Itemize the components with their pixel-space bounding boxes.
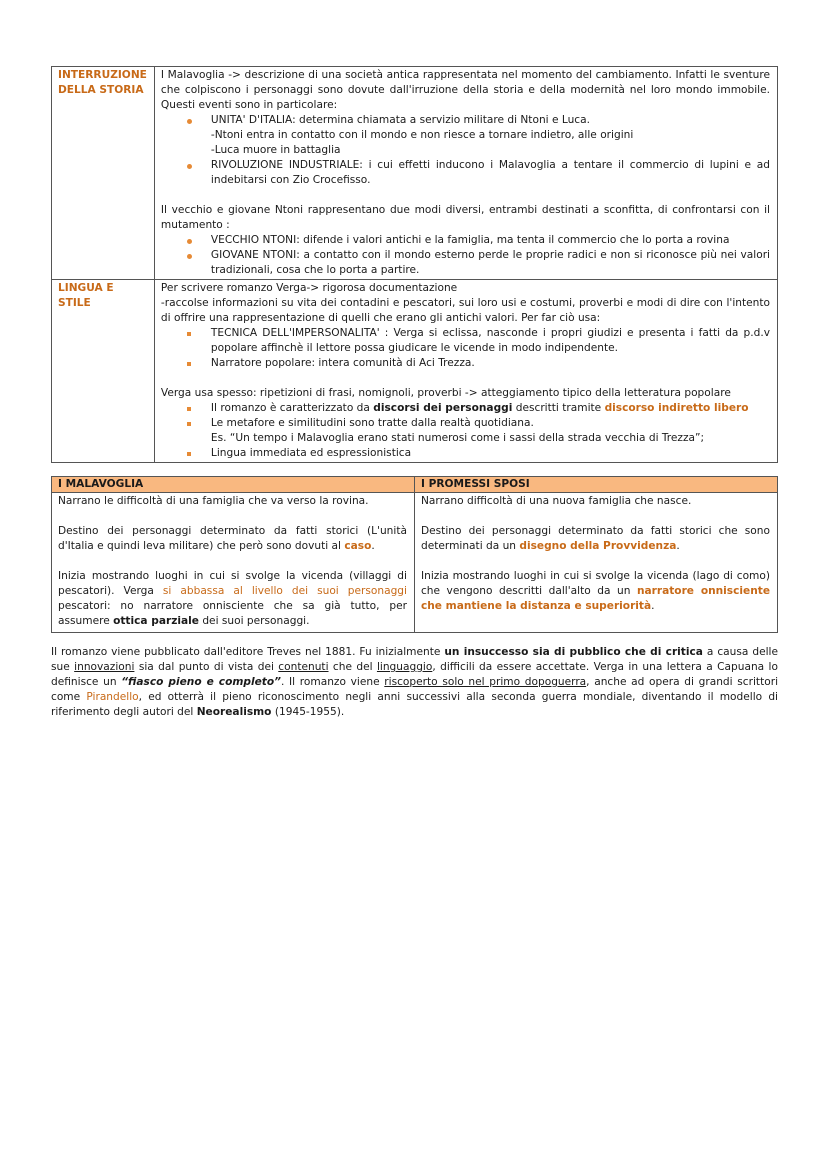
bullet-list — [161, 326, 770, 371]
label-line: LINGUA E — [58, 282, 114, 294]
text-run-underlined: innovazioni — [74, 661, 135, 673]
text-run: . — [676, 540, 680, 552]
text-run: , ed otterrà il pieno riconoscimento negli anni successivi alla seconda guerra mondiale, diventando il modello di riferimento degli autori del — [51, 691, 778, 718]
table-row — [52, 493, 778, 633]
paragraph — [421, 569, 770, 614]
row-content-lingua — [154, 280, 777, 463]
row-label-lingua — [52, 280, 155, 463]
text-run: sia dal punto di vista dei — [134, 661, 279, 673]
paragraph: I Malavoglia -> descrizione di una società antica rappresentata nel momento del cambiamento. Infatti le sventure che colpiscono i personaggi sono dovute dall'irruzione della storia e della modernità nel loro mondo immobile. Questi eventi sono in particolare: — [160, 69, 770, 111]
text-run-bold: discorsi dei personaggi — [373, 402, 513, 414]
analysis-table — [51, 66, 778, 463]
text-run: Il romanzo è caratterizzato da — [210, 402, 374, 414]
paragraph: Per scrivere romanzo Verga-> rigorosa documentazione — [160, 282, 458, 294]
bullet-list — [161, 401, 770, 461]
text-run-bold: un insuccesso sia di pubblico che di critica — [444, 646, 703, 658]
text-run-highlight: discorso indiretto libero — [604, 402, 749, 414]
table-row — [52, 280, 778, 463]
row-content-storia — [154, 67, 777, 280]
bullet-list — [161, 233, 770, 278]
list-item: Narratore popolare: intera comunità di Aci Trezza. — [211, 356, 770, 371]
text-run: (1945-1955). — [271, 706, 345, 718]
text-run: dei suoi personaggi. — [198, 615, 310, 627]
text-run-quote: “fiasco pieno e completo” — [121, 676, 281, 688]
column-header-malavoglia: I MALAVOGLIA — [52, 477, 415, 493]
text-run: Il romanzo viene pubblicato dall'editore Treves nel 1881. Fu inizialmente — [51, 646, 445, 658]
paragraph: Verga usa spesso: ripetizioni di frasi, nomignoli, proverbi -> atteggiamento tipico della letteratura popolare — [160, 387, 731, 399]
list-item — [211, 401, 770, 416]
bullet-list — [161, 113, 770, 188]
text-run: . — [651, 600, 655, 612]
list-item-subtext: -Luca muore in battaglia — [210, 144, 341, 156]
text-run-highlight: Pirandello — [86, 691, 139, 703]
list-item — [211, 113, 770, 158]
text-run-bold: ottica parziale — [113, 615, 199, 627]
list-item-example: Es. “Un tempo i Malavoglia erano stati numerosi come i sassi della strada vecchia di Trezza”; — [210, 432, 705, 444]
label-line: STILE — [58, 297, 91, 309]
list-item: TECNICA DELL'IMPERSONALITA' : Verga si eclissa, nasconde i propri giudizi e presenta i fatti da p.d.v popolare affinchè il lettore possa giudicare le vicende in modo indipendente. — [210, 327, 770, 354]
table-header-row — [52, 477, 778, 493]
text-run-underlined: contenuti — [278, 661, 329, 673]
list-item-text: Le metafore e similitudini sono tratte dalla realtà quotidiana. — [210, 417, 534, 429]
row-label-storia — [52, 67, 155, 280]
text-run-highlight: narratore onnisciente che mantiene la distanza e superiorità — [420, 585, 771, 612]
text-run: Inizia mostrando luoghi in cui si svolge la vicenda (lago di como) che vengono descritti dall'alto da un — [420, 570, 770, 597]
column-header-promessi-sposi: I PROMESSI SPOSI — [414, 477, 777, 493]
text-run: , anche ad opera di grandi scrittori come — [51, 676, 779, 703]
text-run: Destino dei personaggi determinato da fatti storici che sono determinati da un — [420, 525, 770, 552]
cell-promessi-sposi — [414, 493, 777, 633]
list-item: Lingua immediata ed espressionistica — [211, 446, 770, 461]
list-item-text: UNITA' D'ITALIA: determina chiamata a servizio militare di Ntoni e Luca. — [210, 114, 590, 126]
text-run: Inizia mostrando luoghi in cui si svolge la vicenda (villaggi di pescatori). Verga — [58, 570, 407, 597]
paragraph: Narrano difficoltà di una nuova famiglia che nasce. — [420, 495, 692, 507]
list-item: VECCHIO NTONI: difende i valori antichi e la famiglia, ma tenta il commercio che lo porta a rovina — [211, 233, 770, 248]
paragraph — [421, 524, 770, 554]
list-item — [211, 416, 770, 446]
paragraph: Narrano le difficoltà di una famiglia che va verso la rovina. — [58, 495, 369, 507]
label-line: INTERRUZIONE — [58, 69, 147, 81]
text-run-underlined: linguaggio — [376, 661, 433, 673]
publication-paragraph — [51, 645, 778, 720]
comparison-table — [51, 476, 778, 633]
text-run-underlined: riscoperto solo nel primo dopoguerra — [384, 676, 587, 688]
text-run-highlight: disegno della Provvidenza — [519, 540, 677, 552]
text-run: a causa delle sue — [51, 646, 778, 673]
cell-malavoglia — [52, 493, 415, 633]
text-run: che del — [328, 661, 377, 673]
paragraph — [58, 569, 407, 629]
list-item: GIOVANE NTONI: a contatto con il mondo esterno perde le proprie radici e non si riconosce più nei valori tradizionali, cosa che lo porta a partire. — [210, 249, 770, 276]
text-run: . — [371, 540, 375, 552]
text-run: descritti tramite — [512, 402, 605, 414]
text-run-highlight: caso — [344, 540, 372, 552]
paragraph: -raccolse informazioni su vita dei contadini e pescatori, sui loro usi e costumi, proverbi e modi di dire con l'intento di offrire una rappresentazione di quelli che erano gli antichi valori. Per far ciò usa: — [160, 297, 770, 324]
text-run: . Il romanzo viene — [280, 676, 385, 688]
text-run: , difficili da essere accettate. Verga in una lettera a Capuana lo definisce un — [51, 661, 778, 688]
label-line: DELLA STORIA — [58, 84, 144, 96]
text-run: pescatori: no narratore onnisciente che sa già tutto, per assumere — [58, 600, 407, 627]
table-row — [52, 67, 778, 280]
text-run-highlight: si abbassa al livello dei suoi personaggi — [162, 585, 407, 597]
paragraph — [58, 524, 407, 554]
text-run: Destino dei personaggi determinato da fatti storici (L'unità d'Italia e quindi leva militare) che però sono dovuti al — [58, 525, 407, 552]
paragraph: Il vecchio e giovane Ntoni rappresentano due modi diversi, entrambi destinati a sconfitta, di confrontarsi con il mutamento : — [160, 204, 770, 231]
list-item-subtext: -Ntoni entra in contatto con il mondo e non riesce a tornare indietro, alle origini — [210, 129, 634, 141]
text-run-bold: Neorealismo — [196, 706, 272, 718]
list-item: RIVOLUZIONE INDUSTRIALE: i cui effetti inducono i Malavoglia a tentare il commercio di lupini e ad indebitarsi con Zio Crocefisso. — [210, 159, 770, 186]
